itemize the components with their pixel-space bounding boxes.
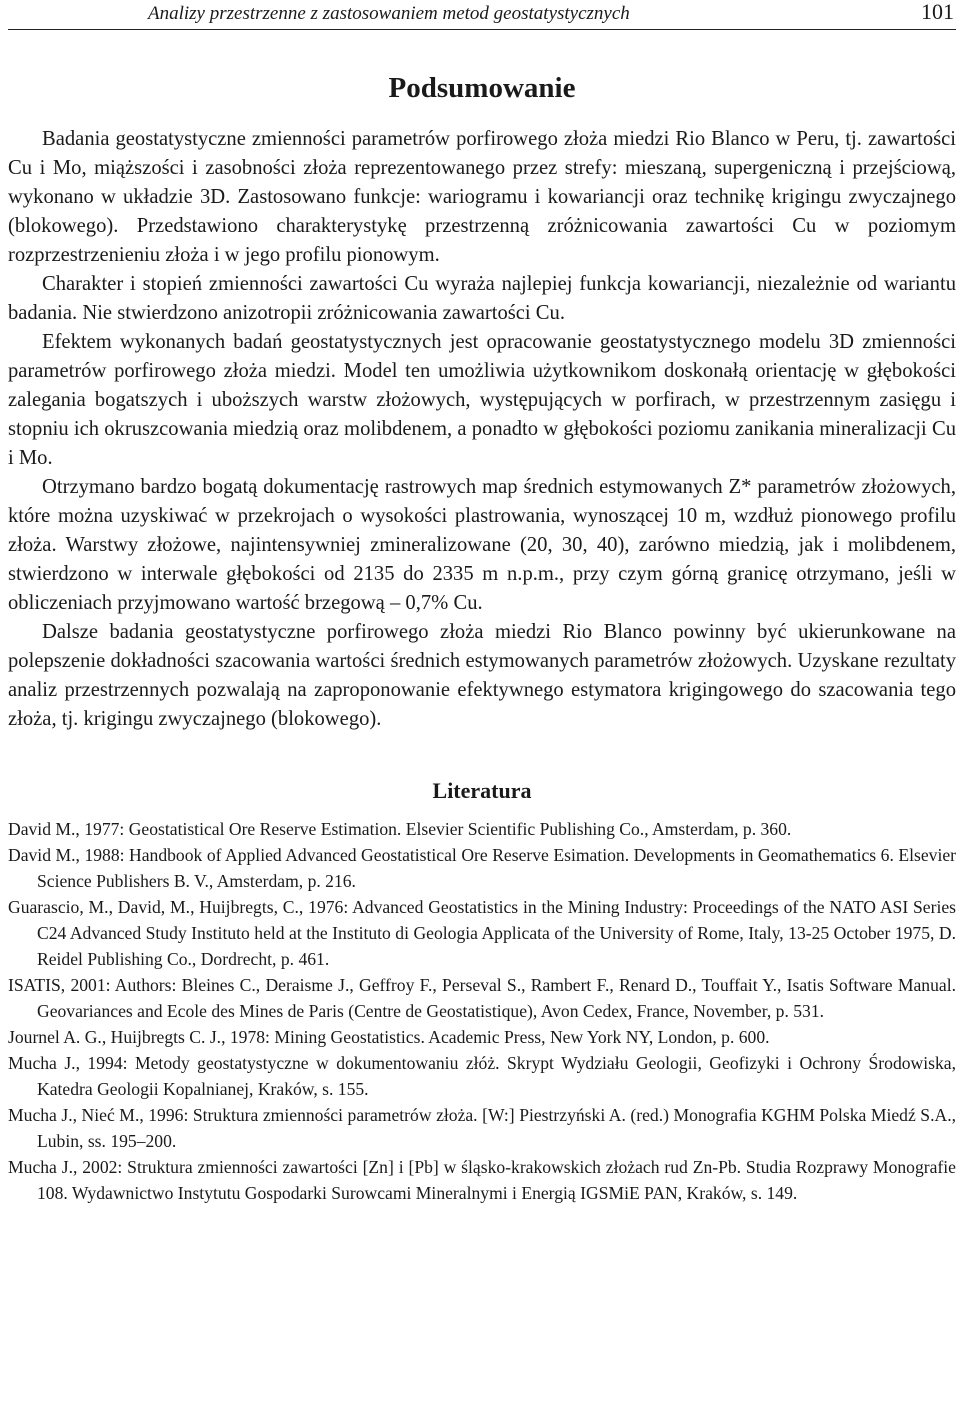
reference-list [8,816,956,1206]
reference-item: Mucha J., 2002: Struktura zmienności zawartości [Zn] i [Pb] w śląsko-krakowskich złożach rud Zn-Pb. Studia Rozprawy Monografie 108. Wydawnictwo Instytutu Gospodarki Surowcami Mineralnymi i Energią IGSMiE PAN, Kraków, s. 149. [8,1157,956,1203]
summary-paragraph: Dalsze badania geostatystyczne porfirowego złoża miedzi Rio Blanco powinny być ukierunkowane na polepszenie dokładności szacowania wartości średnich estymowanych parametrów złożowych. Uzyskane rezultaty analiz przestrzennych pozwalają na zaproponowanie efektywnego estymatora krigingowego do szacowania tego złoża, tj. krigingu zwyczajnego (blokowego). [8,621,956,730]
page-number: 101 [921,0,954,24]
summary-paragraph: Badania geostatystyczne zmienności parametrów porfirowego złoża miedzi Rio Blanco w Peru, tj. zawartości Cu i Mo, miąższości i zasobności złoża reprezentowanego przez strefy: mieszaną, supergeniczną i przejściową, wykonano w układzie 3D. Zastosowano funkcje: wariogramu i kowariancji oraz technikę krigingu zwyczajnego (blokowego). Przedstawiono charakterystykę przestrzenną zróżnicowania zawartości Cu w poziomym rozprzestrzenieniu złoża i w jego profilu pionowym. [8,128,956,266]
reference-item: David M., 1977: Geostatistical Ore Reserve Estimation. Elsevier Scientific Publishing Co., Amsterdam, p. 360. [8,819,792,839]
summary-paragraph: Efektem wykonanych badań geostatystycznych jest opracowanie geostatystycznego modelu 3D zmienności parametrów porfirowego złoża miedzi. Model ten umożliwia użytkownikom doskonałą orientację w głębokości zalegania bogatszych i uboższych warstw złożowych, występujących w porfirach, w przestrzennym zasięgu i stopniu ich okruszcowania miedzią oraz molibdenem, a ponadto w głębokości poziomu zanikania mineralizacji Cu i Mo. [8,331,956,469]
running-header [8,0,956,30]
page [8,0,956,1206]
reference-item: ISATIS, 2001: Authors: Bleines C., Deraisme J., Geffroy F., Perseval S., Rambert F., Renard D., Touffait Y., Isatis Software Manual. Geovariances and Ecole des Mines de Paris (Centre de Geostatistique), Avon Cedex, France, November, p. 531. [8,975,956,1021]
summary-heading: Podsumowanie [388,72,576,104]
literature-heading: Literatura [432,778,532,803]
running-title: Analizy przestrzenne z zastosowaniem metod geostatystycznych [148,3,630,24]
reference-item: Mucha J., Nieć M., 1996: Struktura zmienności parametrów złoża. [W:] Piestrzyński A. (red.) Monografia KGHM Polska Miedź S.A., Lubin, ss. 195–200. [8,1105,956,1151]
summary-paragraph: Charakter i stopień zmienności zawartości Cu wyraża najlepiej funkcja kowariancji, niezależnie od wariantu badania. Nie stwierdzono anizotropii zróżnicowania zawartości Cu. [8,273,956,324]
reference-item: Mucha J., 1994: Metody geostatystyczne w dokumentowaniu złóż. Skrypt Wydziału Geologii, Geofizyki i Ochrony Środowiska, Katedra Geologii Kopalnianej, Kraków, s. 155. [8,1053,956,1099]
reference-item: David M., 1988: Handbook of Applied Advanced Geostatistical Ore Reserve Esimation. Developments in Geomathematics 6. Elsevier Science Publishers B. V., Amsterdam, p. 216. [8,845,956,891]
reference-item: Guarascio, M., David, M., Huijbregts, C., 1976: Advanced Geostatistics in the Mining Industry: Proceedings of the NATO ASI Series C24 Advanced Study Instituto held at the Instituto di Geologia Applicata of the University of Rome, Italy, 13-25 October 1975, D. Reidel Publishing Co., Dordrecht, p. 461. [8,897,956,969]
summary-paragraph: Otrzymano bardzo bogatą dokumentację rastrowych map średnich estymowanych Z* parametrów złożowych, które można uzyskiwać w przekrojach o wysokości plastrowania, wynoszącej 10 m, wzdłuż pionowego profilu złoża. Warstwy złożowe, najintensywniej zmineralizowane (20, 30, 40), zarówno miedzią, jak i molibdenem, stwierdzono w interwale głębokości od 2135 do 2335 m n.p.m., przy czym górną granicę otrzymano, jeśli w obliczeniach przyjmowano wartość brzegową – 0,7% Cu. [8,476,956,614]
reference-item: Journel A. G., Huijbregts C. J., 1978: Mining Geostatistics. Academic Press, New York NY, London, p. 600. [8,1027,770,1047]
summary-body [8,125,956,734]
